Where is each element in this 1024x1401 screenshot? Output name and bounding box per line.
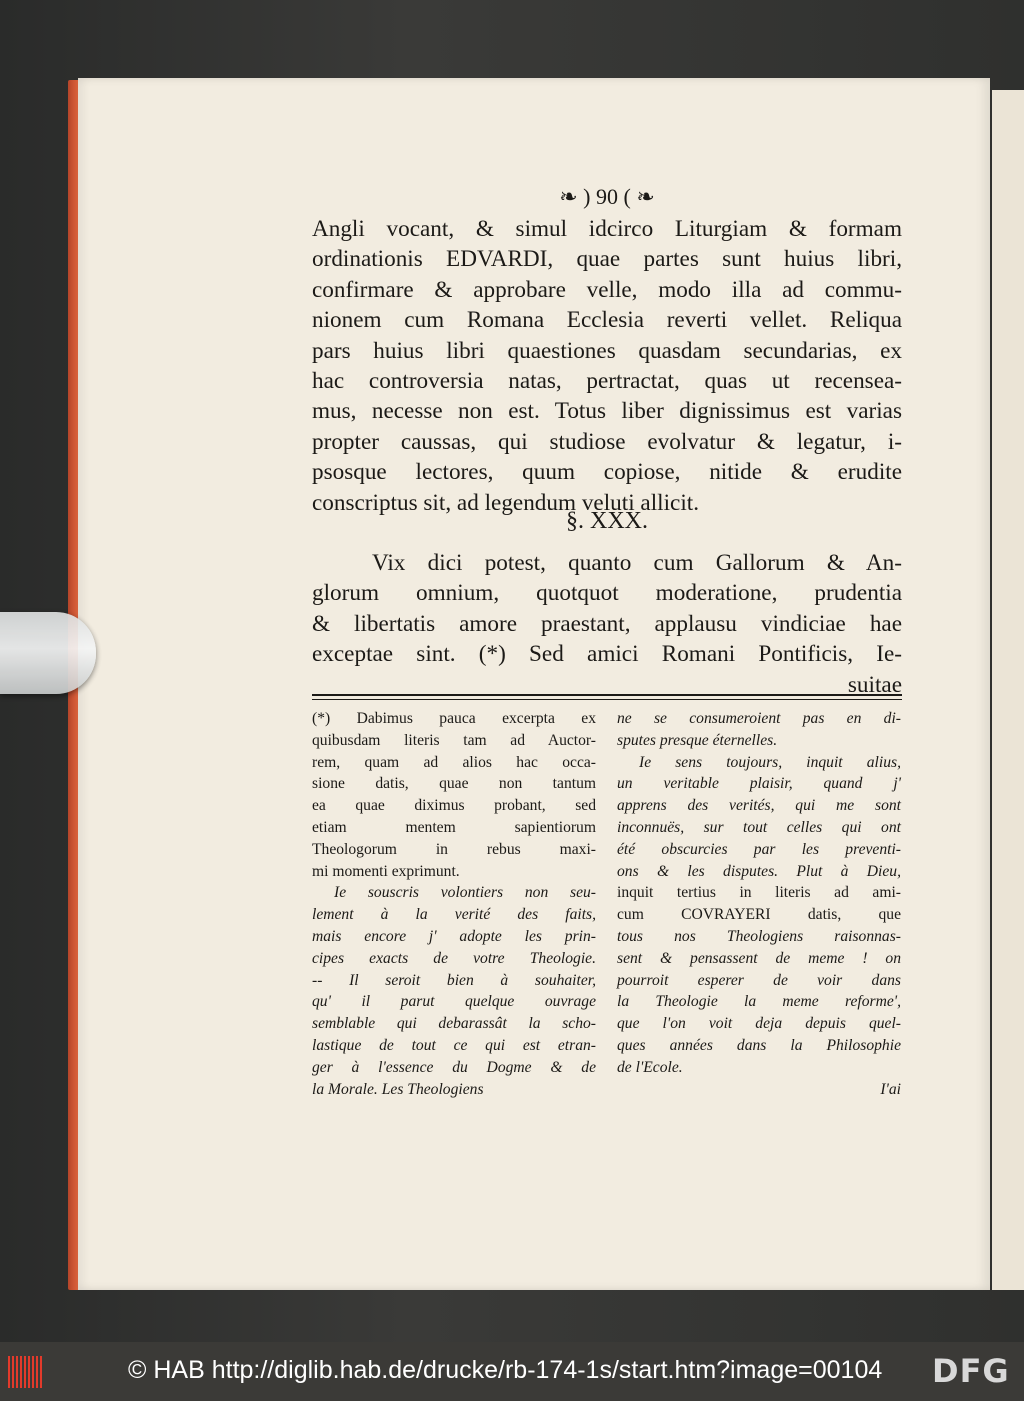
footnote-right-line: que l'on voit deja depuis quel- [617,1015,901,1033]
footnote-left-line: mais encore j' adopte les prin- [312,927,596,945]
footnote-column-left [312,708,596,1100]
body-lines-line: psosque lectores, quum copiose, nitide & erudite [312,459,902,486]
footnote-left-line: Theologorum in rebus maxi- [312,840,596,858]
footnote-right-line: tous nos Theologiens raisonnas- [617,927,901,945]
body-lines-line: Angli vocant, & simul idcirco Liturgiam & formam [312,216,902,242]
footnote-right-line: ons & les disputes. Plut à Dieu, [617,862,901,880]
barcode-icon [8,1356,44,1388]
footnote-right-line: pourroit esperer de voir dans [617,971,901,989]
footnote-right-line: apprens des verités, qui me sont [617,797,901,815]
footer-bar [0,1342,1024,1401]
footnote-left-line: cipes exacts de votre Theologie. [312,949,596,967]
footnote-right-line: inconnuës, sur tout celles qui ont [617,818,901,836]
footnote-left-line: quibusdam literis tam ad Auctor- [312,731,596,749]
section-text [312,548,902,700]
footnote-right-line: inquit tertius in literis ad ami- [617,884,901,902]
footnote-right-line: été obscurcies par les preventi- [617,840,901,858]
footnote-left-line: qu' il parut quelque ouvrage [312,993,596,1011]
footnote-left-line: Ie souscris volontiers non seu- [334,884,596,902]
footnote-left-line: lement à la verité des faits, [312,906,596,924]
footnote-right-line: ne se consumeroient pas en di- [617,710,901,727]
section-heading: §. XXX. [566,508,648,534]
footnote-left-line: la Morale. Les Theologiens [312,1080,484,1098]
footnote-left-line: mi momenti exprimunt. [312,862,460,880]
adjacent-page-sliver [992,90,1024,1290]
section-lines-line: & libertatis amore praestant, applausu vindiciae hae [312,610,902,637]
credit-url[interactable]: © HAB http://diglib.hab.de/drucke/rb-174-1s/start.htm?image=00104 [128,1356,883,1384]
footnote-left-line: ger à l'essence du Dogme & de [312,1058,596,1076]
body-lines-line: confirmare & approbare velle, modo illa ad commu- [312,276,902,303]
body-lines-line: conscriptus sit, ad legendum veluti allicit. [312,489,700,516]
footnote-left-line: semblable qui debarassât la scho- [312,1015,596,1033]
footnote-right-line: sent & pensassent de meme ! on [617,949,901,967]
footnote-left-line: ea quae diximus probant, sed [312,797,596,815]
body-lines-line: nionem cum Romana Ecclesia reverti vellet. Reliqua [312,307,902,334]
footnote-left-line: etiam mentem sapientiorum [312,818,596,836]
footnote-right-line: ques années dans la Philosophie [617,1036,901,1054]
footnote-left-line: rem, quam ad alios hac occa- [312,753,596,771]
footnote-right-line: sputes presque éternelles. [617,731,778,749]
footnote-column-right [617,708,901,1100]
footnote-right-line: cum COVRAYERI datis, que [617,906,901,924]
section-lines-line: exceptae sint. (*) Sed amici Romani Pontificis, Ie- [312,641,902,668]
body-text [312,214,902,518]
footnote-rule-thin [312,699,902,700]
footnote-left-line: (*) Dabimus pauca excerpta ex [312,710,596,727]
footnote-left-line: -- Il seroit bien à souhaiter, [312,971,596,989]
page-header: ❧ ) 90 ( ❧ [559,184,655,209]
footnote-right-line: de l'Ecole. [617,1058,683,1076]
body-lines-line: hac controversia natas, pertractat, quas ut recensea- [312,368,902,395]
footnote-left-line: lastique de tout ce qui est etran- [312,1036,596,1054]
body-lines-line: mus, necesse non est. Totus liber dignissimus est varias [312,398,902,425]
footnote-right-line: I'ai [880,1080,901,1098]
body-lines-line: propter caussas, qui studiose evolvatur & legatur, i- [312,428,902,455]
section-lines-line: suitae [847,671,902,698]
body-lines-line: ordinationis EDVARDI, quae partes sunt huius libri, [312,246,902,273]
footnote-left-line: sione datis, quae non tantum [312,775,596,793]
body-lines-line: pars huius libri quaestiones quasdam secundarias, ex [312,337,902,364]
section-lines-line: Vix dici potest, quanto cum Gallorum & An- [372,550,902,576]
page-clip [0,612,96,694]
dfg-logo: DFG [932,1352,1010,1390]
section-lines-line: glorum omnium, quotquot moderatione, prudentia [312,580,902,607]
footnote-right-line: Ie sens toujours, inquit alius, [639,753,901,771]
footnote-right-line: la Theologie la meme reforme', [617,993,901,1011]
footnote-rule [312,694,902,696]
footnote-right-line: un veritable plaisir, quand j' [617,775,901,793]
